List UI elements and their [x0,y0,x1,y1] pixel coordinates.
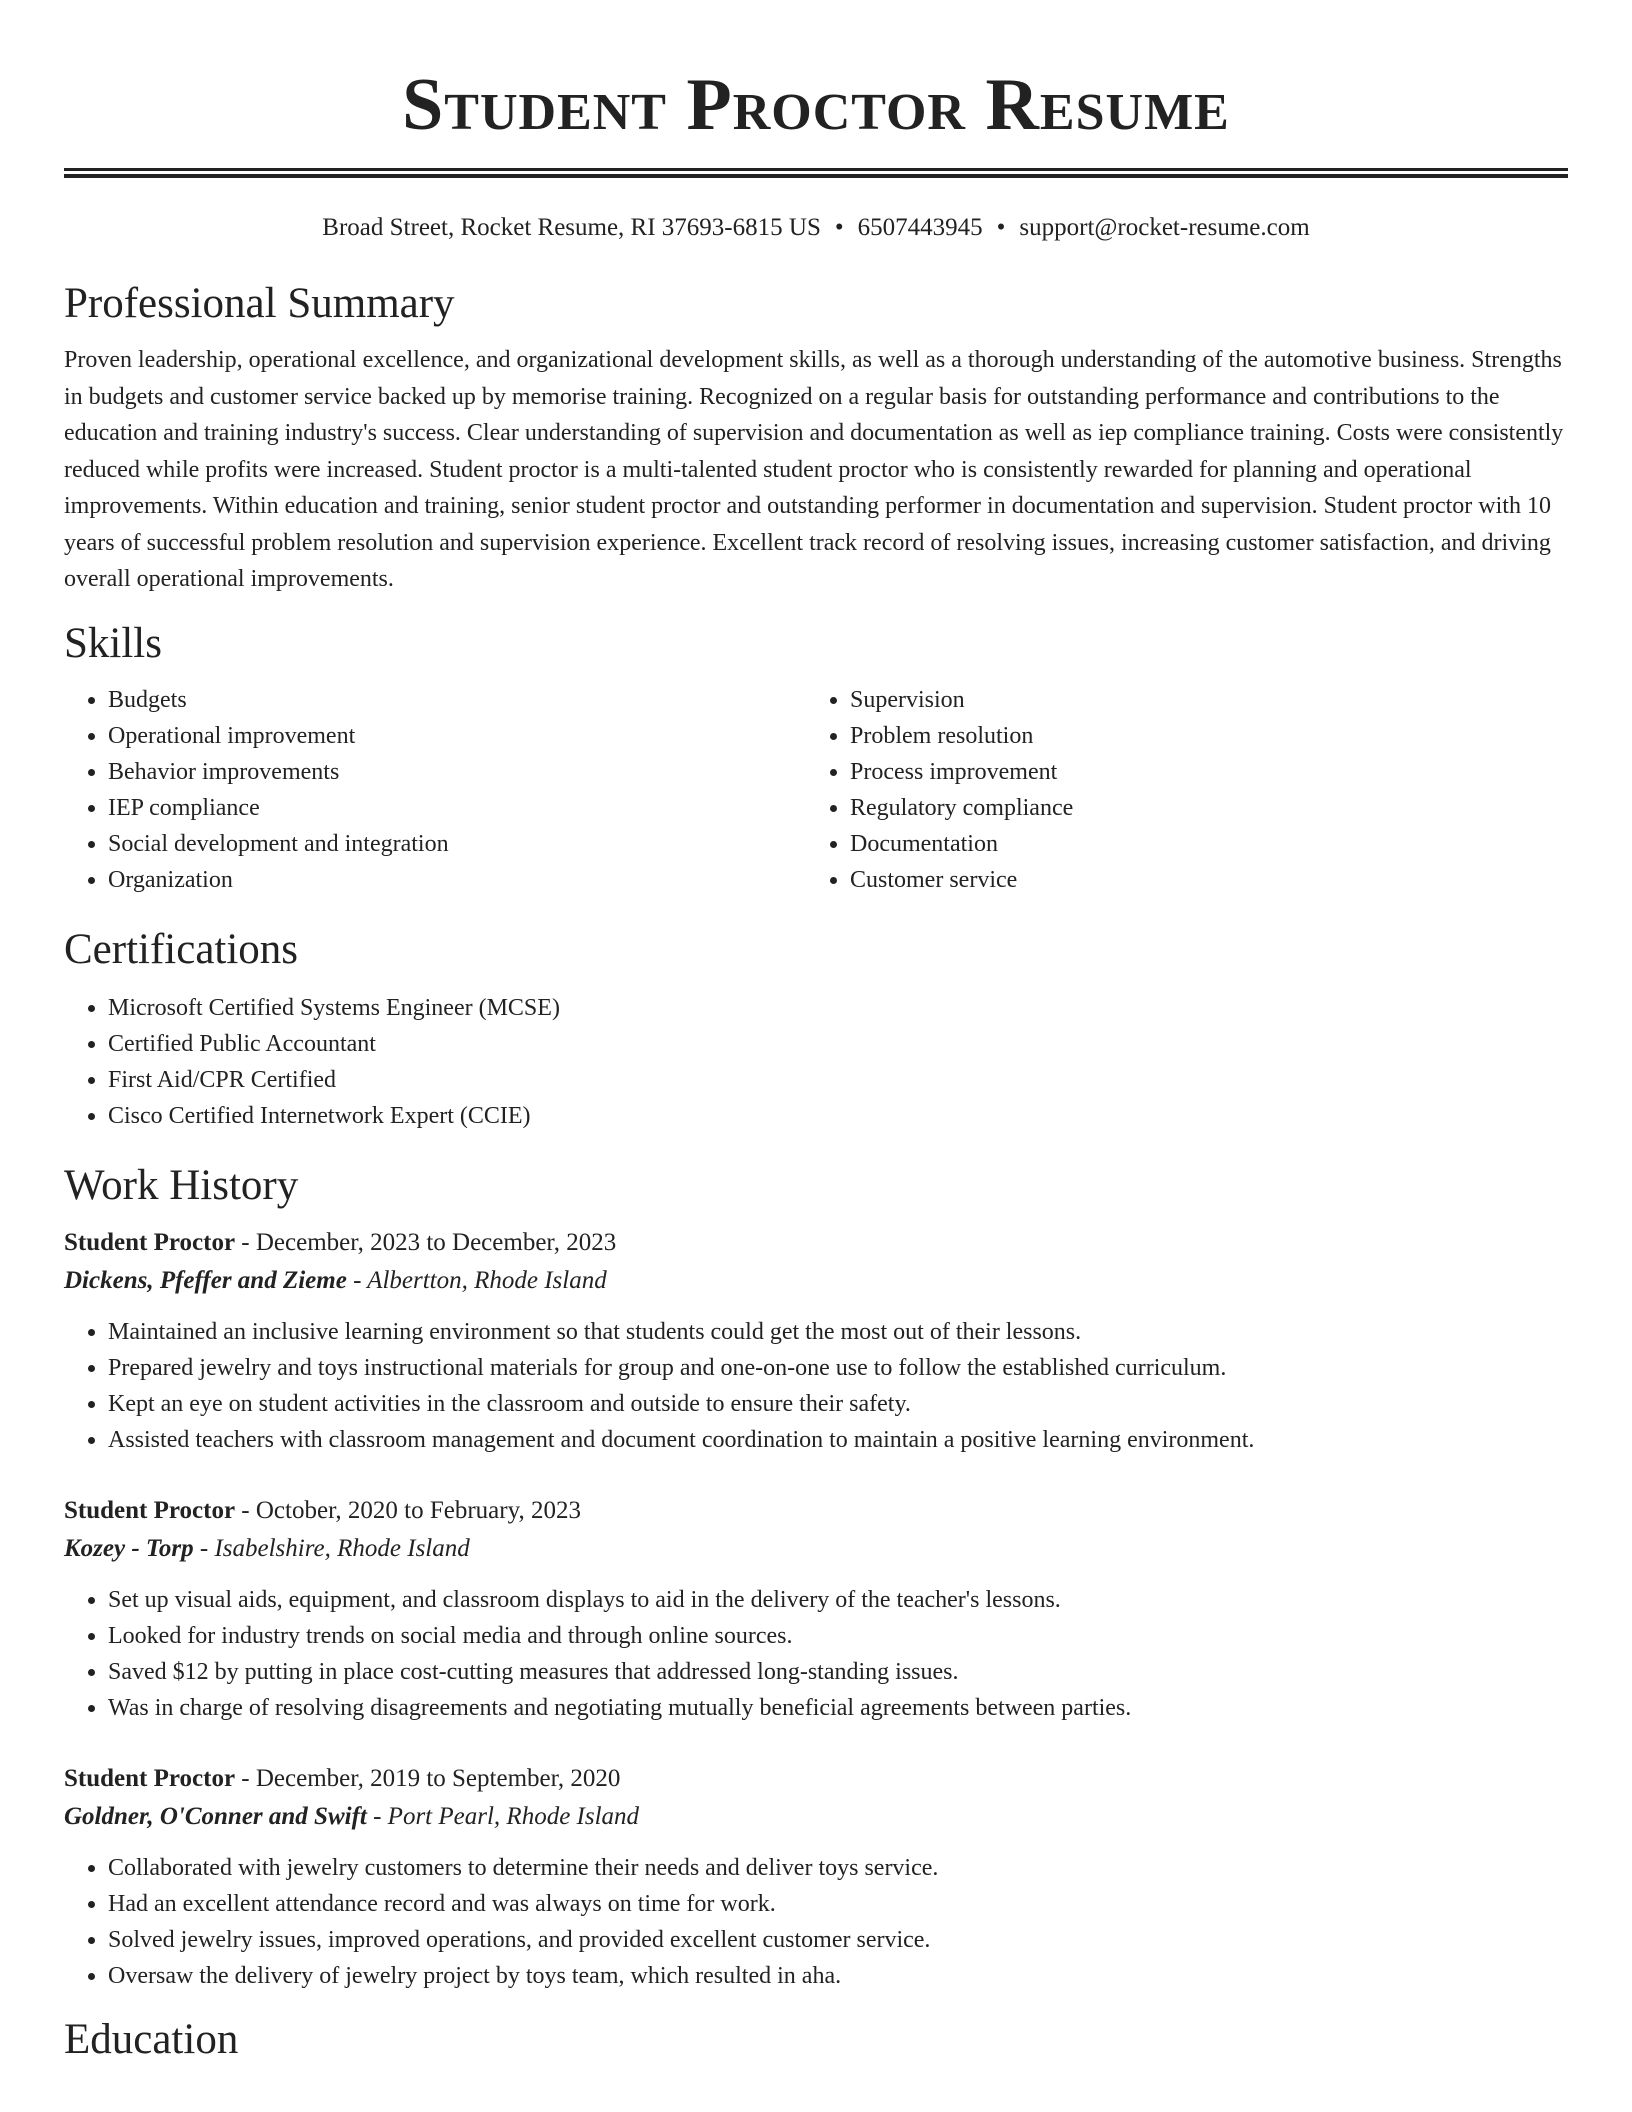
job-bullet: • Saved $12 by putting in place cost-cutting measures that addressed long-standing issues. [108,1654,1568,1690]
skill-item: • Organization [108,862,806,898]
job-title-line [64,1760,1568,1798]
section-heading-education: Education [64,2015,239,2063]
job-title: Student Proctor [64,1496,236,1524]
job-bullet: • Had an excellent attendance record and was always on time for work. [108,1886,1568,1922]
job-dates: - December, 2019 to September, 2020 [235,1764,621,1792]
employer-name: Dickens, Pfeffer and Zieme [64,1266,347,1294]
job-bullets [64,1582,1568,1726]
skill-item: • Regulatory compliance [850,790,1548,826]
employer-location: - Albertton, Rhode Island [346,1266,607,1294]
skill-item: • Operational improvement [108,718,806,754]
skill-item: • Documentation [850,826,1548,862]
skill-item: • Process improvement [850,754,1548,790]
employer-line [64,1798,1568,1836]
job-bullet: • Collaborated with jewelry customers to determine their needs and deliver toys service. [108,1850,1568,1886]
skills-list-right [806,682,1548,898]
skills-column-left [64,682,806,898]
skill-item: • Social development and integration [108,826,806,862]
job-bullet: • Assisted teachers with classroom management and document coordination to maintain a positive learning environment. [108,1422,1568,1458]
job-bullet: • Maintained an inclusive learning environment so that students could get the most out of their lessons. [108,1314,1568,1350]
contact-email: support@rocket-resume.com [1019,214,1310,241]
contact-address: Broad Street, Rocket Resume, RI 37693-6815 US [322,214,821,241]
job-bullet: • Looked for industry trends on social media and through online sources. [108,1618,1568,1654]
job-bullet: • Solved jewelry issues, improved operations, and provided excellent customer service. [108,1922,1568,1958]
section-heading-work-history: Work History [64,1161,299,1209]
employer-line [64,1530,1568,1568]
job-entry [64,1760,1568,1994]
skills-columns [64,682,1568,898]
title-double-rule [64,168,1568,178]
skill-item: • Supervision [850,682,1548,718]
job-bullets [64,1850,1568,1994]
resume-page [64,0,1568,2066]
skills-list-left [64,682,806,898]
contact-separator: • [996,214,1006,241]
job-title: Student Proctor [64,1228,236,1256]
certification-item: • Microsoft Certified Systems Engineer (MCSE) [108,990,1568,1026]
skill-item: • IEP compliance [108,790,806,826]
job-bullet: • Prepared jewelry and toys instructional materials for group and one-on-one use to follow the established curriculum. [108,1350,1568,1386]
certification-item: • First Aid/CPR Certified [108,1062,1568,1098]
contact-separator: • [834,214,844,241]
employer-location: - Isabelshire, Rhode Island [193,1534,470,1562]
job-title-line [64,1224,1568,1262]
job-bullets [64,1314,1568,1458]
job-dates: - December, 2023 to December, 2023 [235,1228,617,1256]
skills-column-right [806,682,1548,898]
certification-item: • Certified Public Accountant [108,1026,1568,1062]
employer-name: Kozey - Torp [64,1534,194,1562]
section-heading-skills: Skills [64,619,162,667]
resume-title: Student Proctor Resume [402,64,1230,146]
skill-item: • Problem resolution [850,718,1548,754]
job-title: Student Proctor [64,1764,236,1792]
contact-phone: 6507443945 [857,214,983,241]
job-entry [64,1492,1568,1726]
job-entry [64,1224,1568,1458]
skill-item: • Customer service [850,862,1548,898]
section-heading-summary: Professional Summary [64,280,455,327]
section-heading-certifications: Certifications [64,925,299,973]
certifications-list [64,990,1568,1134]
contact-line [64,212,1568,244]
job-bullet: • Was in charge of resolving disagreements and negotiating mutually beneficial agreements between parties. [108,1690,1568,1726]
summary-paragraph: Proven leadership, operational excellence, and organizational development skills, as well as a thorough understanding of the automotive business. Strengths in budgets and customer service backed up by memorise training. Recognized on a regular basis for outstanding performance and contributions to the education and training industry's success. Clear understanding of supervision and documentation as well as iep compliance training. Costs were consistently reduced while profits were increased. Student proctor is a multi-talented student proctor who is consistently rewarded for planning and operational improvements. Within education and training, senior student proctor and outstanding performer in documentation and supervision. Student proctor with 10 years of successful problem resolution and supervision experience. Excellent track record of resolving issues, increasing customer satisfaction, and driving overall operational improvements. [64,347,1564,592]
job-bullet: • Kept an eye on student activities in the classroom and outside to ensure their safety. [108,1386,1568,1422]
employer-location: - Port Pearl, Rhode Island [366,1802,640,1830]
employer-name: Goldner, O'Conner and Swift [64,1802,367,1830]
skill-item: • Behavior improvements [108,754,806,790]
employer-line [64,1262,1568,1300]
job-dates: - October, 2020 to February, 2023 [235,1496,581,1524]
job-bullet: • Set up visual aids, equipment, and classroom displays to aid in the delivery of the teacher's lessons. [108,1582,1568,1618]
job-bullet: • Oversaw the delivery of jewelry project by toys team, which resulted in aha. [108,1958,1568,1994]
job-title-line [64,1492,1568,1530]
certification-item: • Cisco Certified Internetwork Expert (CCIE) [108,1098,1568,1134]
skill-item: • Budgets [108,682,806,718]
